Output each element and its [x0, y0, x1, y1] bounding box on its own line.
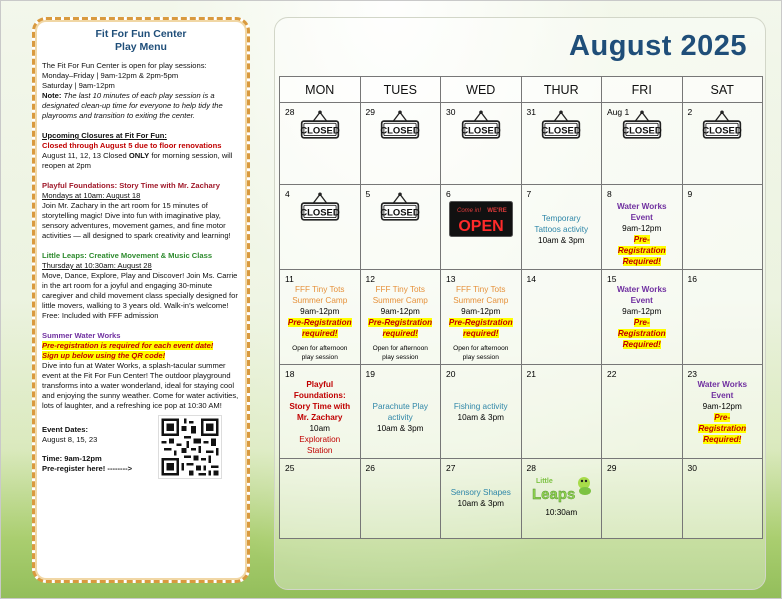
preregister-label: Pre-register here! -------->: [42, 464, 133, 473]
event-info: [42, 425, 240, 487]
svg-text:CLOSED: CLOSED: [300, 125, 340, 137]
day-cell: 11 FFF Tiny Tots Summer Camp 9am-12pm Pre-Registration required! Open for afternoon play session: [280, 270, 361, 365]
water-works-prereg-note: Pre-registration is required for each event date!: [42, 341, 214, 350]
playful-foundations-title: Playful Foundations: Story Time with Mr. Zachary: [42, 181, 220, 190]
svg-text:Little: Little: [536, 478, 553, 485]
weekday-header-row: [280, 77, 763, 103]
closed-sign-icon: [702, 110, 742, 140]
open-sign-icon: [449, 201, 513, 237]
day-cell: 14: [521, 270, 602, 365]
day-cell: 28 CLOSED: [280, 103, 361, 185]
panel-title: Fit For Fun Center Play Menu: [95, 28, 187, 53]
day-cell: 8 Water Works Event 9am-12pm Pre- Registration Required!: [602, 185, 683, 270]
closed-sign-icon: [461, 110, 501, 140]
week-row: [280, 365, 763, 459]
day-cell: 28 Little Leaps 10:30am: [521, 459, 602, 539]
weekday-thur: THUR: [521, 77, 602, 103]
day-cell: 7 Temporary Tattoos activity 10am & 3pm: [521, 185, 602, 270]
little-leaps-text: Move, Dance, Explore, Play and Discover! Join Ms. Carrie in the art room for a joyful and engaging 30-minute caregiver and child movement class specially designed for little movers, walking to 3 years old. Walk-in’s welcome! Free: Included with FFF admission: [42, 271, 238, 320]
day-cell: 21: [521, 365, 602, 459]
closures-detail: August 11, 12, 13 Closed ONLY for morning session, will reopen at 2pm: [42, 151, 233, 170]
calendar: [274, 17, 766, 590]
svg-text:CLOSED: CLOSED: [380, 207, 420, 219]
closed-sign-icon: [300, 110, 340, 140]
svg-text:OPEN: OPEN: [458, 218, 504, 235]
week-row: [280, 270, 763, 365]
little-leaps-title: Little Leaps: Creative Movement & Music Class: [42, 251, 213, 260]
weekday-tues: TUES: [360, 77, 441, 103]
day-cell: 27 Sensory Shapes 10am & 3pm: [441, 459, 522, 539]
weekday-mon: MON: [280, 77, 361, 103]
svg-text:Come in!: Come in!: [456, 208, 481, 214]
closed-sign-icon: [300, 192, 340, 222]
hours-intro: The Fit For Fun Center is open for play sessions:: [42, 61, 207, 70]
svg-text:WE'RE: WE'RE: [487, 208, 507, 214]
svg-text:Leaps: Leaps: [532, 486, 576, 503]
calendar-grid: [279, 76, 763, 539]
week-row: [280, 459, 763, 539]
weekday-sat: SAT: [682, 77, 763, 103]
day-cell: 26: [360, 459, 441, 539]
day-cell: 29: [602, 459, 683, 539]
event-dates: August 8, 15, 23: [42, 435, 98, 444]
day-cell: 19 Parachute Play activity 10am & 3pm: [360, 365, 441, 459]
weekday-fri: FRI: [602, 77, 683, 103]
day-cell: Aug 1 CLOSED: [602, 103, 683, 185]
day-cell: 30 CLOSED: [441, 103, 522, 185]
day-cell: 20 Fishing activity 10am & 3pm: [441, 365, 522, 459]
day-cell: 18 Playful Foundations: Story Time with Mr. Zachary 10am Exploration Station: [280, 365, 361, 459]
day-cell: 23 Water Works Event 9am-12pm Pre- Registration Required!: [682, 365, 763, 459]
calendar-title: August 2025: [569, 30, 747, 62]
event-time: Time: 9am-12pm: [42, 454, 102, 463]
closures-notice: Closed through August 5 due to floor renovations: [42, 141, 222, 150]
day-cell: 13 FFF Tiny Tots Summer Camp 9am-12pm Pre-Registration required! Open for afternoon play session: [441, 270, 522, 365]
day-cell: 15 Water Works Event 9am-12pm Pre- Registration Required!: [602, 270, 683, 365]
event-dates-label: Event Dates:: [42, 425, 89, 434]
closed-sign-icon: [541, 110, 581, 140]
day-cell: 22: [602, 365, 683, 459]
playful-foundations-text: Join Mr. Zachary in the art room for 15 minutes of storytelling magic! Dive into fun with imaginative play, sensory adventures, movement games, and fine motor activities — all designed to spark creativity and learning!: [42, 201, 231, 240]
water-works-qr-note: Sign up below using the QR code!: [42, 351, 166, 360]
qr-code[interactable]: [158, 415, 222, 479]
qr-code-graphic: [159, 416, 221, 478]
water-works-text: Dive into fun at Water Works, a splash-tacular summer event at the Fit For Fun Center! The outdoor playground transforms into a water wonderland, ideal for staying cool and enjoying the sunny weather. Come for water activities, lots of laughter, and a refreshing ice pop at 10:30 AM!: [42, 361, 239, 410]
little-leaps-logo: [528, 473, 594, 507]
day-cell: 25: [280, 459, 361, 539]
play-menu-panel: [32, 17, 250, 583]
svg-text:CLOSED: CLOSED: [380, 125, 420, 137]
svg-text:CLOSED: CLOSED: [461, 125, 501, 137]
playful-foundations-when: Mondays at 10am: August 18: [42, 191, 141, 200]
day-cell: 6 Come in! WE'RE OPEN: [441, 185, 522, 270]
day-cell: 31 CLOSED: [521, 103, 602, 185]
svg-text:CLOSED: CLOSED: [622, 125, 662, 137]
note-text: Note: The last 10 minutes of each play session is a designated clean-up time for everyone to help tidy the playrooms and transition to exiting the center.: [42, 91, 223, 120]
water-works-title: Summer Water Works: [42, 331, 121, 340]
closures-heading: Upcoming Closures at Fit For Fun:: [42, 131, 167, 140]
svg-text:CLOSED: CLOSED: [541, 125, 581, 137]
hours-weekday: Monday–Friday | 9am-12pm & 2pm-5pm: [42, 71, 179, 80]
little-leaps-when: Thursday at 10:30am: August 28: [42, 261, 152, 270]
day-cell: 16: [682, 270, 763, 365]
weekday-wed: WED: [441, 77, 522, 103]
closed-sign-icon: [380, 192, 420, 222]
closed-sign-icon: [380, 110, 420, 140]
hours-saturday: Saturday | 9am-12pm: [42, 81, 115, 90]
day-cell: 5 CLOSED: [360, 185, 441, 270]
day-cell: 30: [682, 459, 763, 539]
week-row: [280, 103, 763, 185]
day-cell: 29 CLOSED: [360, 103, 441, 185]
day-cell: 12 FFF Tiny Tots Summer Camp 9am-12pm Pre-Registration required! Open for afternoon play session: [360, 270, 441, 365]
day-cell: 4 CLOSED: [280, 185, 361, 270]
svg-text:CLOSED: CLOSED: [702, 125, 742, 137]
week-row: [280, 185, 763, 270]
day-cell: 2 CLOSED: [682, 103, 763, 185]
svg-text:CLOSED: CLOSED: [300, 207, 340, 219]
day-cell: 9: [682, 185, 763, 270]
